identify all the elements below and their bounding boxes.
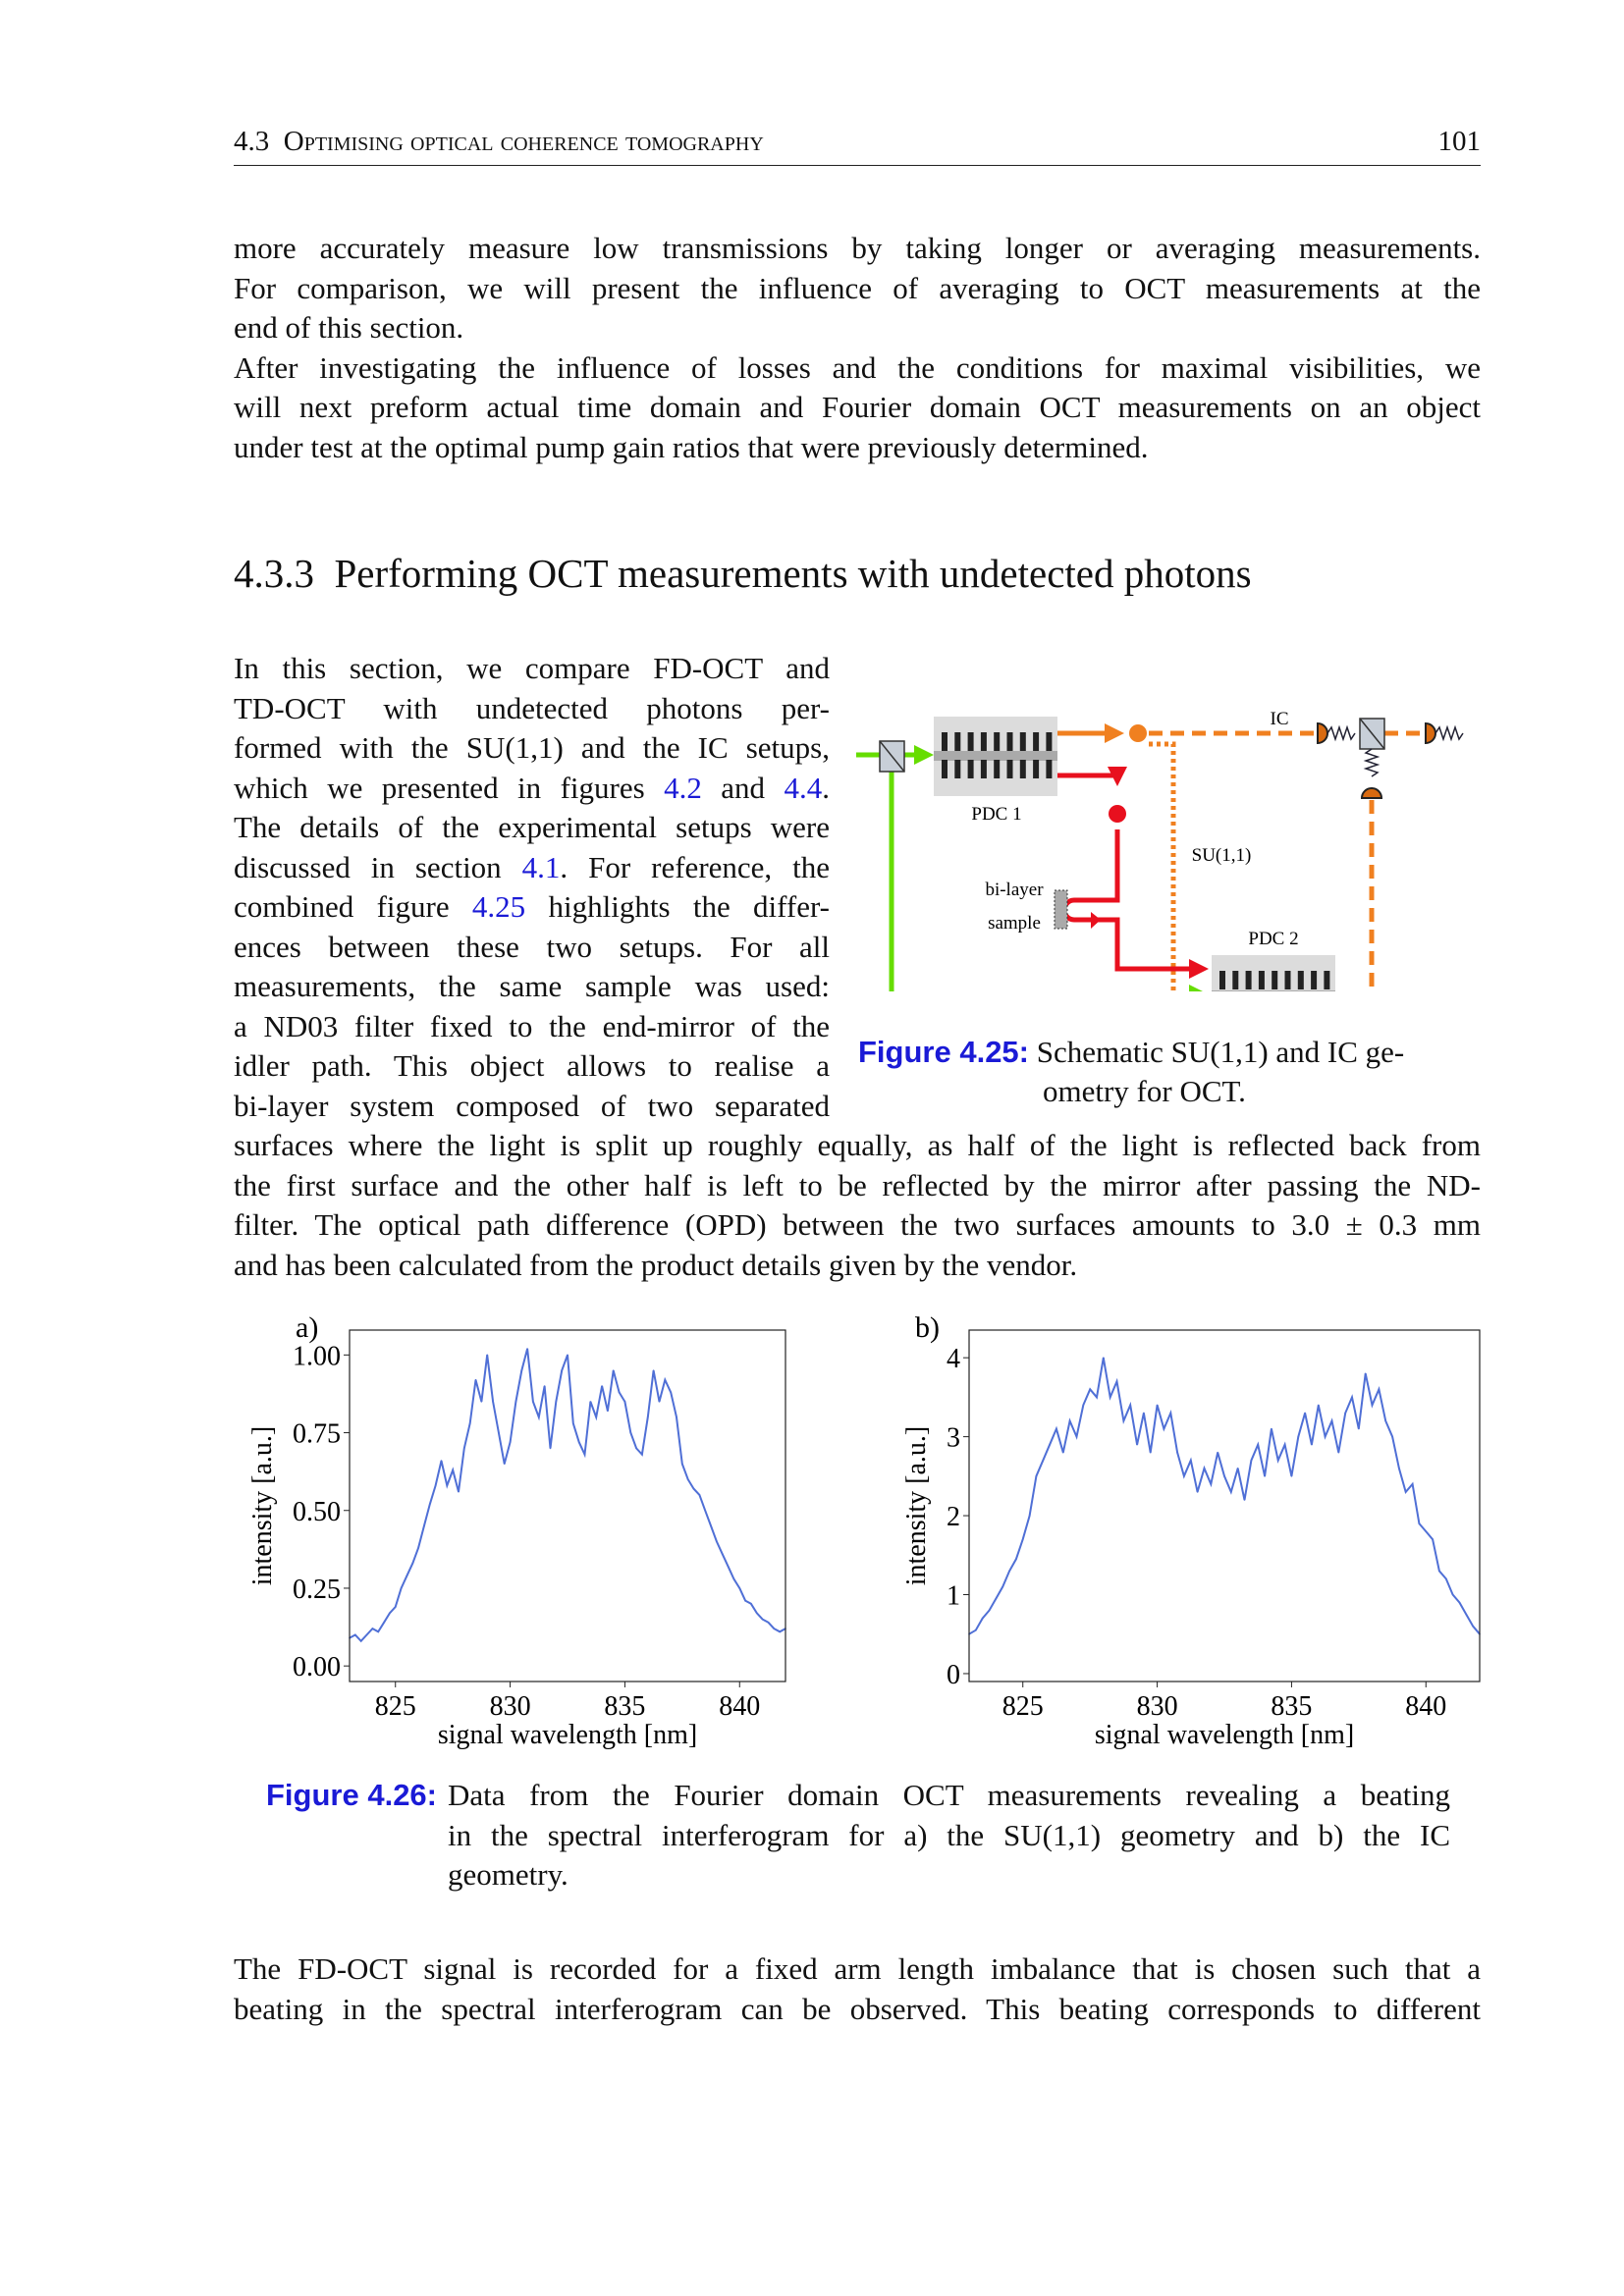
text-line: After investigating the influence of losses and the conditions for maximal visibilities, we (234, 349, 1481, 385)
text-line: under test at the optimal pump gain ratios that were previously determined. (234, 429, 1149, 464)
pdc2-crystal (1212, 955, 1335, 991)
pdc1-label: PDC 1 (971, 804, 1022, 825)
text-line: discussed in section 4.1. For reference, the (234, 849, 831, 884)
caption-line: Data from the Fourier domain OCT measurements revealing a beating (448, 1778, 1450, 1812)
text-line: filter. The optical path difference (OPD) between the two surfaces amounts to 3.0 ± 0.3 mm (234, 1207, 1481, 1242)
figure-4-25-schematic (854, 677, 1492, 991)
text-line: end of this section. (234, 310, 464, 345)
crystal-poling-bar (994, 760, 1000, 778)
crystal-poling-bar (1285, 971, 1291, 989)
crystal-poling-bar (954, 732, 960, 751)
crystal-poling-bar (1033, 732, 1039, 751)
crystal-poling-bar (1033, 760, 1039, 778)
x-tick-label: 830 (489, 1691, 531, 1722)
crystal-poling-bar (1311, 971, 1317, 989)
detectors (1318, 719, 1463, 991)
running-header: 4.3 Optimising optical coherence tomography (234, 126, 764, 157)
text-line: formed with the SU(1,1) and the IC setups, (234, 730, 830, 765)
text-line: measurements, the same sample was used: (234, 969, 830, 1003)
cross-reference-link[interactable]: 4.2 (664, 770, 702, 805)
sample-label-1: bi-layer (985, 880, 1044, 900)
text-line: a ND03 filter fixed to the end-mirror of the (234, 1008, 830, 1043)
x-tick-label: 830 (1136, 1691, 1178, 1722)
text-line: more accurately measure low transmissions by taking longer or averaging measurements. (234, 231, 1481, 265)
crystal-poling-bar (981, 732, 987, 751)
y-tick-label: 2 (947, 1502, 960, 1533)
text-line: In this section, we compare FD-OCT and (234, 651, 830, 685)
bilayer-sample-icon (1055, 890, 1067, 929)
crystal-poling-bar (1046, 760, 1052, 778)
crystal-poling-bar (1259, 971, 1265, 989)
crystal-poling-bar (942, 760, 947, 778)
text-line: combined figure 4.25 highlights the differ- (234, 889, 831, 924)
figure-4-26-caption (266, 1776, 437, 1815)
x-axis-label: signal wavelength [nm] (1094, 1720, 1355, 1750)
ic-label: IC (1270, 709, 1289, 729)
data-series-line (969, 1358, 1480, 1634)
x-axis-label: signal wavelength [nm] (437, 1720, 698, 1750)
sample-label-2: sample (988, 913, 1041, 934)
y-tick-label: 4 (947, 1344, 960, 1375)
y-tick-label: 3 (947, 1422, 960, 1454)
caption-line: geometry. (448, 1857, 568, 1892)
text-line: which we presented in figures 4.2 and 4.4. (234, 770, 830, 805)
x-tick-label: 825 (1001, 1691, 1044, 1722)
figure-4-25-caption: Figure 4.25: Schematic SU(1,1) and IC ge- ometry for OCT. (858, 1035, 1405, 1108)
crystal-poling-bar (1246, 971, 1252, 989)
text-line: idler path. This object allows to realise a (234, 1048, 830, 1083)
crystal-poling-bar (981, 760, 987, 778)
pdc1-crystal (934, 717, 1057, 796)
crystal-poling-bar (968, 760, 974, 778)
text-line: bi-layer system composed of two separated (234, 1088, 830, 1123)
panel-label: b) (915, 1315, 940, 1344)
text-line: ences between these two setups. For all (234, 929, 830, 964)
text-line: For comparison, we will present the influence of averaging to OCT measurements at the (234, 270, 1481, 305)
text-line: The details of the experimental setups were (234, 810, 830, 844)
y-tick-label: 0 (947, 1659, 960, 1690)
x-tick-label: 825 (374, 1691, 416, 1722)
data-series-points (968, 1357, 1481, 1634)
y-tick-label: 0.00 (293, 1652, 341, 1683)
caption-line: in the spectral interferogram for a) the SU(1,1) geometry and b) the IC (448, 1817, 1450, 1852)
y-tick-label: 1 (947, 1580, 960, 1612)
crystal-poling-bar (1020, 760, 1026, 778)
y-tick-label: 0.25 (293, 1574, 341, 1605)
cross-reference-link[interactable]: 4.25 (471, 889, 526, 924)
su11-label: SU(1,1) (1191, 845, 1252, 866)
crystal-poling-bar (1007, 732, 1013, 751)
y-axis-label: intensity [a.u.] (247, 1425, 278, 1586)
y-tick-label: 0.50 (293, 1496, 341, 1527)
figure-label: Figure 4.26: (266, 1778, 437, 1812)
crystal-poling-bar (1298, 971, 1304, 989)
idler-beam (1057, 775, 1204, 969)
text-line: The FD-OCT signal is recorded for a fixed arm length imbalance that is chosen such that a (234, 1951, 1481, 1986)
data-series-line (350, 1349, 785, 1641)
crystal-poling-bar (1272, 971, 1277, 989)
crystal-poling-bar (1020, 732, 1026, 751)
header-rule (234, 165, 1481, 166)
section-heading: 4.3.3 Performing OCT measurements with undetected photons (234, 551, 1252, 596)
x-tick-label: 840 (719, 1691, 761, 1722)
pdc2-label: PDC 2 (1248, 929, 1299, 949)
plot-frame (969, 1330, 1480, 1682)
cross-reference-link[interactable]: 4.1 (521, 849, 561, 884)
figure-label: Figure 4.25: (858, 1035, 1029, 1069)
plot-frame (350, 1330, 785, 1682)
crystal-poling-bar (1007, 760, 1013, 778)
text-line: will next preform actual time domain and Fourier domain OCT measurements on an object (234, 390, 1481, 424)
crystal-poling-bar (954, 760, 960, 778)
text-line: and has been calculated from the product details given by the vendor. (234, 1247, 1078, 1282)
text-line: the first surface and the other half is left to be reflected by the mirror after passing the ND- (234, 1167, 1481, 1202)
crystal-poling-bar (1232, 971, 1238, 989)
chart-a (226, 1315, 854, 1767)
text-line: beating in the spectral interferogram can be observed. This beating corresponds to different (234, 1991, 1481, 2026)
y-tick-label: 0.75 (293, 1418, 341, 1450)
chart-b (884, 1315, 1492, 1767)
text-line: TD-OCT with undetected photons per- (234, 690, 830, 725)
data-series-points (349, 1348, 786, 1641)
x-tick-label: 840 (1405, 1691, 1447, 1722)
text-line: surfaces where the light is split up roughly equally, as half of the light is reflected back from (234, 1128, 1481, 1162)
crystal-poling-bar (1046, 732, 1052, 751)
crystal-poling-bar (1219, 971, 1225, 989)
crystal-poling-bar (968, 732, 974, 751)
crystal-poling-bar (1324, 971, 1329, 989)
x-tick-label: 835 (604, 1691, 646, 1722)
page-number: 101 (1437, 126, 1481, 157)
crystal-poling-bar (942, 732, 947, 751)
crystal-poling-bar (994, 732, 1000, 751)
cross-reference-link[interactable]: 4.4 (784, 770, 823, 805)
panel-label: a) (296, 1315, 319, 1344)
y-tick-label: 1.00 (293, 1341, 341, 1372)
x-tick-label: 835 (1271, 1691, 1313, 1722)
y-axis-label: intensity [a.u.] (901, 1425, 932, 1586)
